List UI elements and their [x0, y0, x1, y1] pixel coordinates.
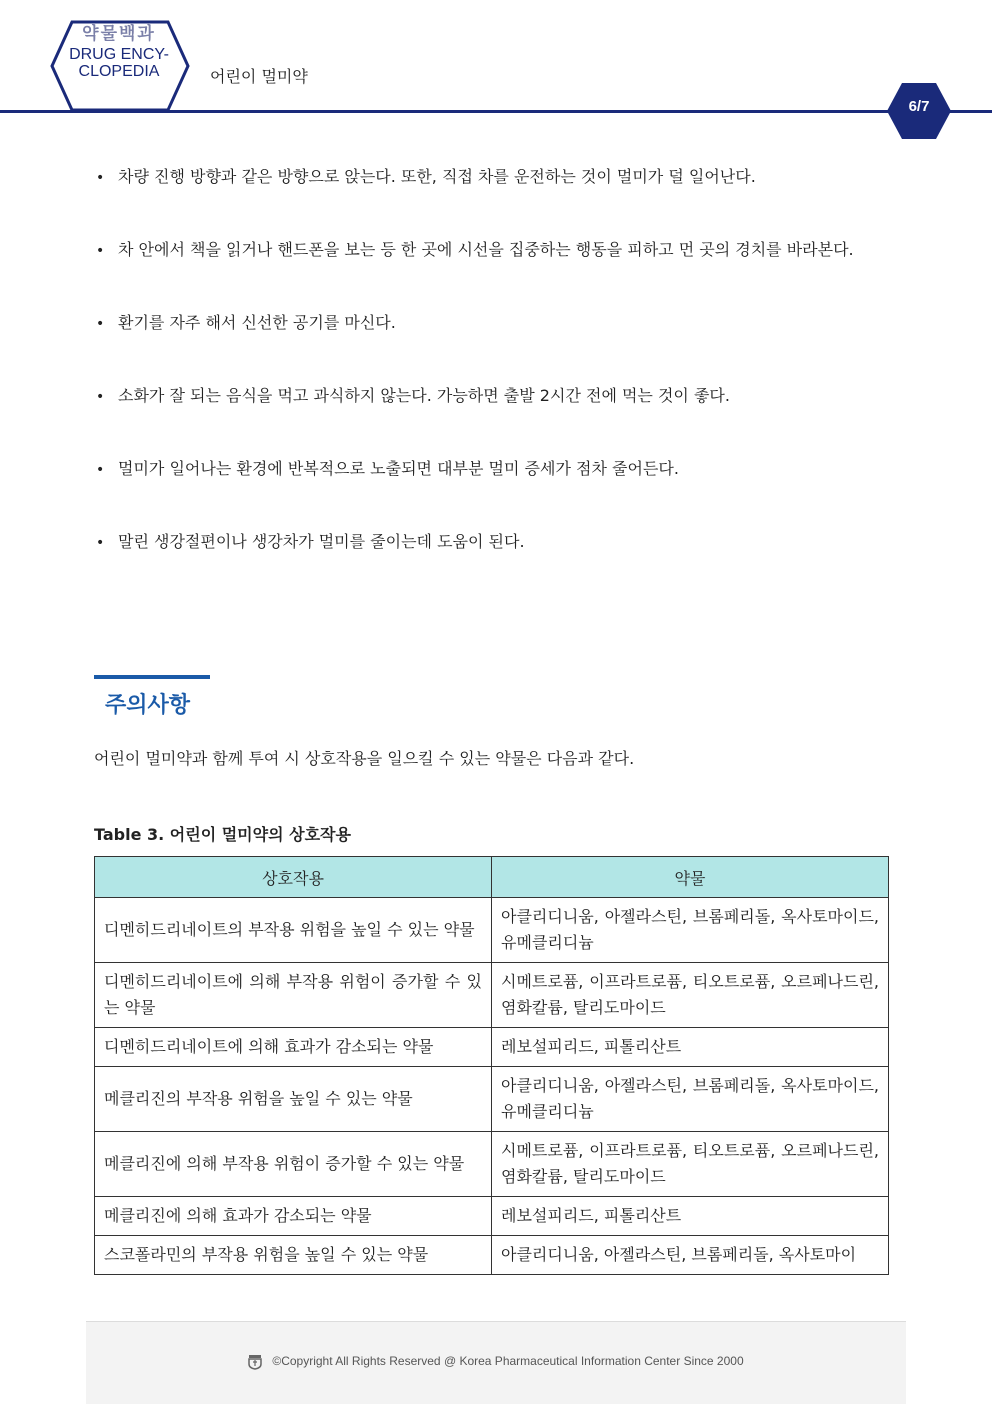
page-number: 6/7: [908, 98, 930, 115]
column-header-interaction: 상호작용: [95, 857, 492, 898]
tips-list: [96, 158, 898, 596]
list-item: • 말린 생강절편이나 생강차가 멀미를 줄이는데 도움이 된다.: [96, 523, 898, 562]
document-title: 어린이 멀미약: [210, 67, 308, 86]
bullet-icon: •: [96, 243, 105, 259]
copyright-text: ©Copyright All Rights Reserved @ Korea Pharmaceutical Information Center Since 2000: [272, 1354, 744, 1369]
bullet-icon: •: [96, 316, 105, 332]
table-header-row: [95, 857, 889, 898]
section-intro: 어린이 멀미약과 함께 투여 시 상호작용을 일으킬 수 있는 약물은 다음과 같다.: [94, 749, 635, 768]
table-row: [95, 963, 889, 1028]
drug-cell: 아클리디니움, 아젤라스틴, 브롬페리돌, 옥사토마이드, 유메클리디늄: [492, 898, 889, 963]
bullet-icon: •: [96, 535, 105, 551]
interaction-cell: 스코폴라민의 부작용 위험을 높일 수 있는 약물: [95, 1236, 492, 1275]
footer: [86, 1321, 906, 1404]
table-row: [95, 1067, 889, 1132]
drug-cell: 시메트로퓸, 이프라트로퓸, 티오트로퓸, 오르페나드린, 염화칼륨, 탈리도마이드: [492, 1132, 889, 1197]
list-item: • 소화가 잘 되는 음식을 먹고 과식하지 않는다. 가능하면 출발 2시간 전에 먹는 것이 좋다.: [96, 377, 898, 416]
bullet-icon: •: [96, 389, 105, 405]
drug-cell: 시메트로퓸, 이프라트로퓸, 티오트로퓸, 오르페나드린, 염화칼륨, 탈리도마이드: [492, 963, 889, 1028]
shield-logo-icon: [248, 1354, 262, 1370]
interaction-cell: 메클리진에 의해 효과가 감소되는 약물: [95, 1197, 492, 1236]
table-row: [95, 898, 889, 963]
list-item: • 멀미가 일어나는 환경에 반복적으로 노출되면 대부분 멀미 증세가 점차 줄어든다.: [96, 450, 898, 489]
interactions-table: [94, 856, 889, 1275]
logo-korean: 약물백과: [82, 24, 156, 44]
table-row: [95, 1197, 889, 1236]
section-title: 주의사항: [105, 693, 191, 718]
list-item: • 차 안에서 책을 읽거나 핸드폰을 보는 등 한 곳에 시선을 집중하는 행동을 피하고 먼 곳의 경치를 바라본다.: [96, 231, 898, 270]
table-caption: Table 3. 어린이 멀미약의 상호작용: [94, 825, 351, 844]
section-accent-bar: [94, 675, 210, 679]
list-item: • 환기를 자주 해서 신선한 공기를 마신다.: [96, 304, 898, 343]
interaction-cell: 메클리진의 부작용 위험을 높일 수 있는 약물: [95, 1067, 492, 1132]
table-row: [95, 1028, 889, 1067]
table-row: [95, 1236, 889, 1275]
column-header-drug: 약물: [492, 857, 889, 898]
bullet-icon: •: [96, 170, 105, 186]
interaction-cell: 메클리진에 의해 부작용 위험이 증가할 수 있는 약물: [95, 1132, 492, 1197]
interaction-cell: 디멘히드리네이트에 의해 효과가 감소되는 약물: [95, 1028, 492, 1067]
logo: [56, 22, 182, 80]
table-row: [95, 1132, 889, 1197]
drug-cell: 아클리디니움, 아젤라스틴, 브롬페리돌, 옥사토마이드, 유메클리디늄: [492, 1067, 889, 1132]
logo-english-line2: CLOPEDIA: [78, 63, 160, 80]
interaction-cell: 디멘히드리네이트의 부작용 위험을 높일 수 있는 약물: [95, 898, 492, 963]
bullet-icon: •: [96, 462, 105, 478]
list-item: • 차량 진행 방향과 같은 방향으로 앉는다. 또한, 직접 차를 운전하는 것이 멀미가 덜 일어난다.: [96, 158, 898, 197]
logo-english-line1: DRUG ENCY-: [69, 46, 169, 63]
drug-cell: 레보설피리드, 피톨리산트: [492, 1028, 889, 1067]
interaction-cell: 디멘히드리네이트에 의해 부작용 위험이 증가할 수 있는 약물: [95, 963, 492, 1028]
drug-cell: 아클리디니움, 아젤라스틴, 브롬페리돌, 옥사토마이: [492, 1236, 889, 1275]
drug-cell: 레보설피리드, 피톨리산트: [492, 1197, 889, 1236]
